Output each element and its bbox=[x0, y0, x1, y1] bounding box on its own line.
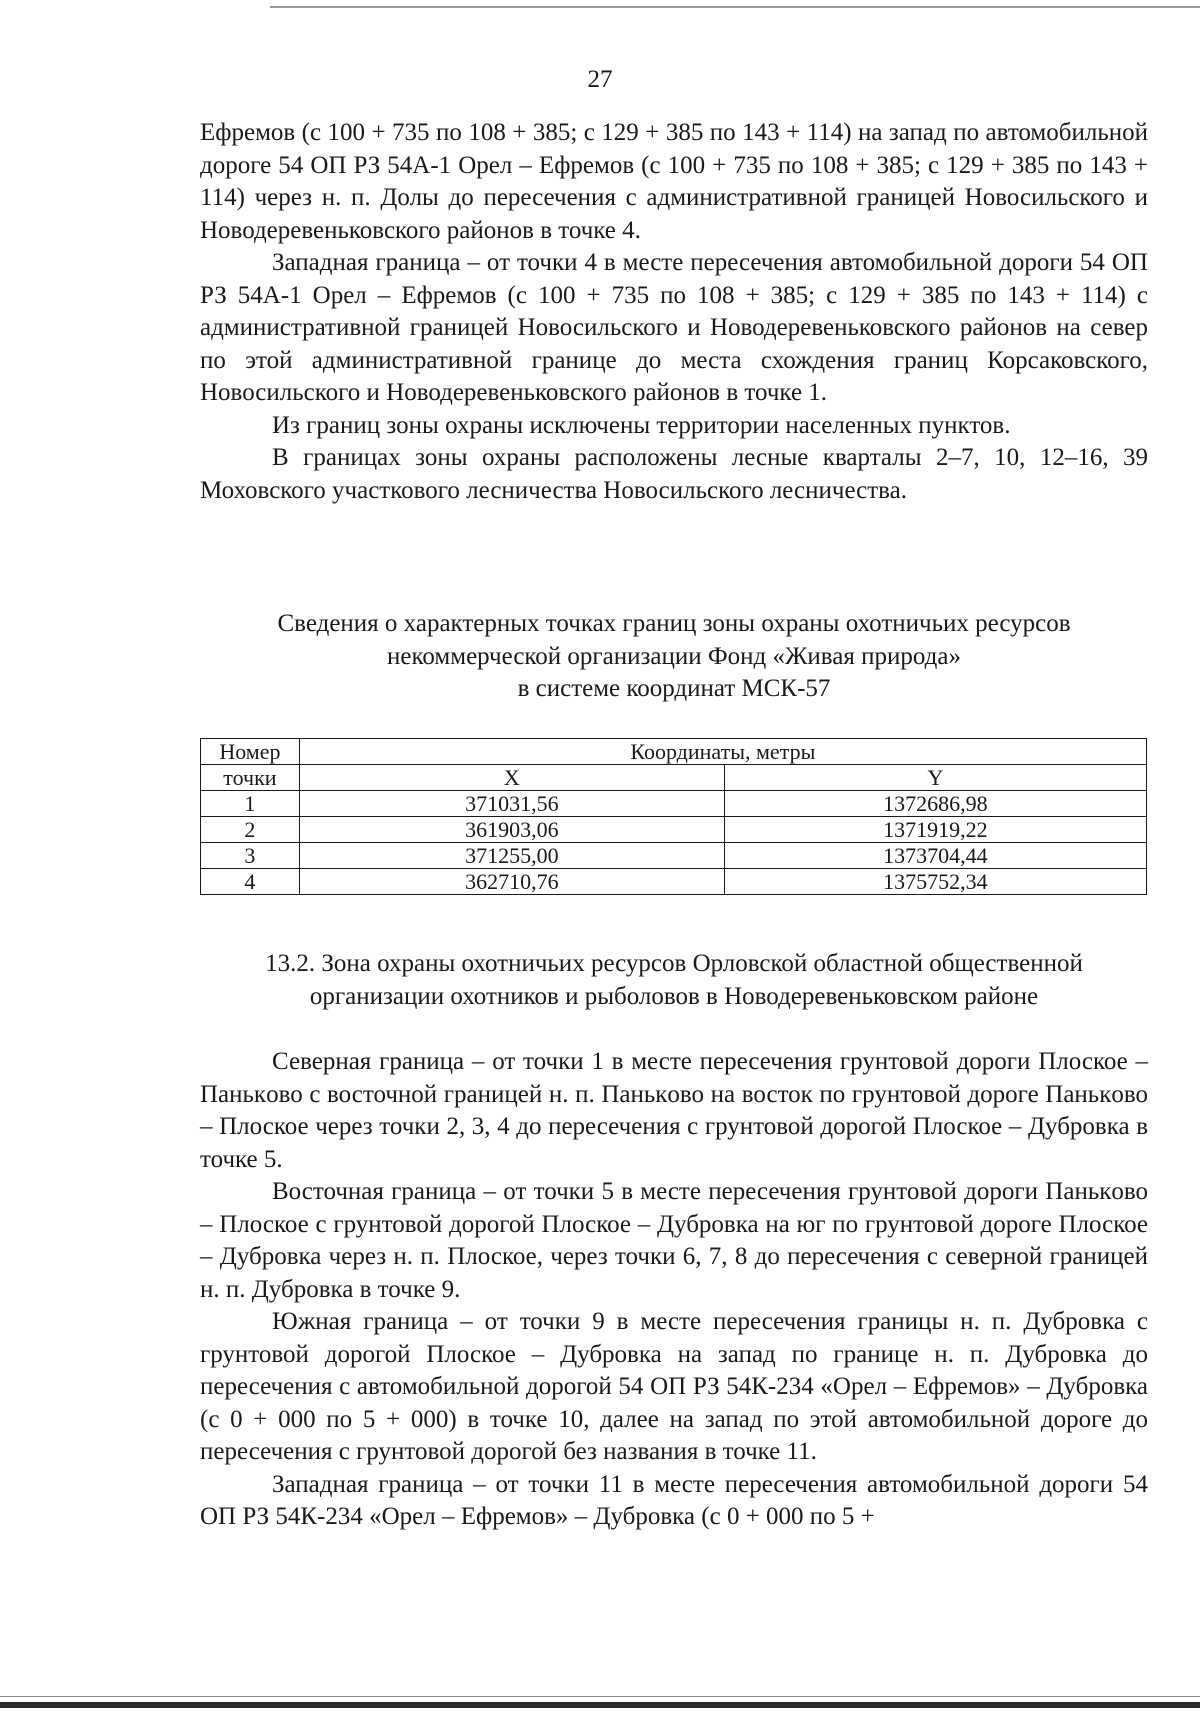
x-coordinate-cell: 361903,06 bbox=[299, 817, 724, 843]
y-coordinate-cell: 1371919,22 bbox=[724, 817, 1146, 843]
table-caption-line: Сведения о характерных точках границ зоны охраны охотничьих ресурсов bbox=[277, 610, 1071, 637]
table-header-row bbox=[201, 765, 1147, 791]
point-number-cell: 4 bbox=[201, 869, 300, 895]
x-coordinate-cell: 371031,56 bbox=[299, 791, 724, 817]
table-header-row bbox=[201, 739, 1147, 765]
paragraph: Из границ зоны охраны исключены территории населенных пунктов. bbox=[272, 411, 1011, 439]
x-coordinate-cell: 362710,76 bbox=[299, 869, 724, 895]
scan-edge-top bbox=[270, 6, 1200, 8]
point-number-cell: 1 bbox=[201, 791, 300, 817]
header-number-label: Номер bbox=[219, 739, 281, 764]
y-coordinate-cell: 1373704,44 bbox=[724, 843, 1146, 869]
section-heading-line: 13.2. Зона охраны охотничьих ресурсов Орловской областной общественной bbox=[265, 950, 1083, 977]
table-caption bbox=[200, 608, 1148, 706]
paragraph: Северная граница – от точки 1 в месте пересечения грунтовой дороги Плоское – Панькoво с восточной границей н. п. Панькoво на восток по грунтовой дороге Панькoво – Плоское через точки 2, 3, 4 до пересечения с грунтовой дорогой Плоское – Дубровка в точке 5. bbox=[200, 1048, 1148, 1173]
table-caption-line: в системе координат МСК-57 bbox=[517, 675, 831, 702]
scan-edge-bottom-thin bbox=[0, 1696, 1200, 1697]
paragraph: Западная граница – от точки 4 в месте пересечения автомобильной дороги 54 ОП РЗ 54А-1 Орел – Ефремов (с 100 + 735 по 108 + 385; с 129 + 385 по 143 + 114) с административной границей Новосильского и Новодеревеньковского районов на север по этой административной границе до места схождения границ Корсаковского, Новосильского и Новодеревеньковского районов в точке 1. bbox=[200, 249, 1148, 406]
point-number-cell: 2 bbox=[201, 817, 300, 843]
header-x-cell: X bbox=[299, 765, 724, 791]
header-coordinates-cell: Координаты, метры bbox=[299, 739, 1146, 765]
scan-edge-bottom bbox=[0, 1702, 1200, 1708]
paragraph: Восточная граница – от точки 5 в месте пересечения грунтовой дороги Панькoво – Плоское с грунтовой дорогой Плоское – Дубровка на юг по грунтовой дороге Плоское – Дубровка через н. п. Плоское, через точки 6, 7, 8 до пересечения с северной границей н. п. Дубровка в точке 9. bbox=[200, 1178, 1148, 1303]
y-coordinate-cell: 1372686,98 bbox=[724, 791, 1146, 817]
header-y-cell: Y bbox=[724, 765, 1146, 791]
x-coordinate-cell: 371255,00 bbox=[299, 843, 724, 869]
table-row bbox=[201, 817, 1147, 843]
point-number-cell: 3 bbox=[201, 843, 300, 869]
top-text-block bbox=[200, 117, 1148, 507]
coordinates-table bbox=[200, 738, 1147, 895]
table-row bbox=[201, 791, 1147, 817]
bottom-text-block bbox=[200, 1046, 1148, 1534]
y-coordinate-cell: 1375752,34 bbox=[724, 869, 1146, 895]
paragraph: Южная граница – от точки 9 в месте пересечения границы н. п. Дубровка с грунтовой дорогой Плоское – Дубровка на запад по границе н. п. Дубровка до пересечения с автомобильной дорогой 54 ОП РЗ 54К-234 «Орел – Ефремов» – Дубровка (с 0 + 000 по 5 + 000) в точке 10, далее на запад по этой автомобильной дороге до пересечения с грунтовой дорогой без названия в точке 11. bbox=[200, 1308, 1148, 1465]
page-number: 27 bbox=[587, 66, 613, 93]
paragraph: Западная граница – от точки 11 в месте пересечения автомобильной дороги 54 ОП РЗ 54К-234 «Орел – Ефремов» – Дубровка (с 0 + 000 по 5 + bbox=[200, 1470, 1148, 1530]
table-caption-line: некоммерческой организации Фонд «Живая природа» bbox=[387, 642, 961, 670]
paragraph: Ефремов (с 100 + 735 по 108 + 385; с 129 + 385 по 143 + 114) на запад по автомобильной дороге 54 ОП РЗ 54А-1 Орел – Ефремов (с 100 + 735 по 108 + 385; с 129 + 385 по 143 + 114) через н. п. Долы до пересечения с административной границей Новосильского и Новодеревеньковского районов в точке 4. bbox=[200, 119, 1148, 244]
section-heading-line: организации охотников и рыболовов в Новодеревеньковском районе bbox=[309, 982, 1039, 1010]
table-row bbox=[201, 843, 1147, 869]
header-number-cell bbox=[201, 739, 300, 765]
paragraph: В границах зоны охраны расположены лесные кварталы 2–7, 10, 12–16, 39 Моховского участкового лесничества Новосильского лесничества. bbox=[200, 444, 1148, 504]
table-row bbox=[201, 869, 1147, 895]
section-heading bbox=[200, 948, 1148, 1013]
header-number-cell-2: точки bbox=[201, 765, 300, 791]
